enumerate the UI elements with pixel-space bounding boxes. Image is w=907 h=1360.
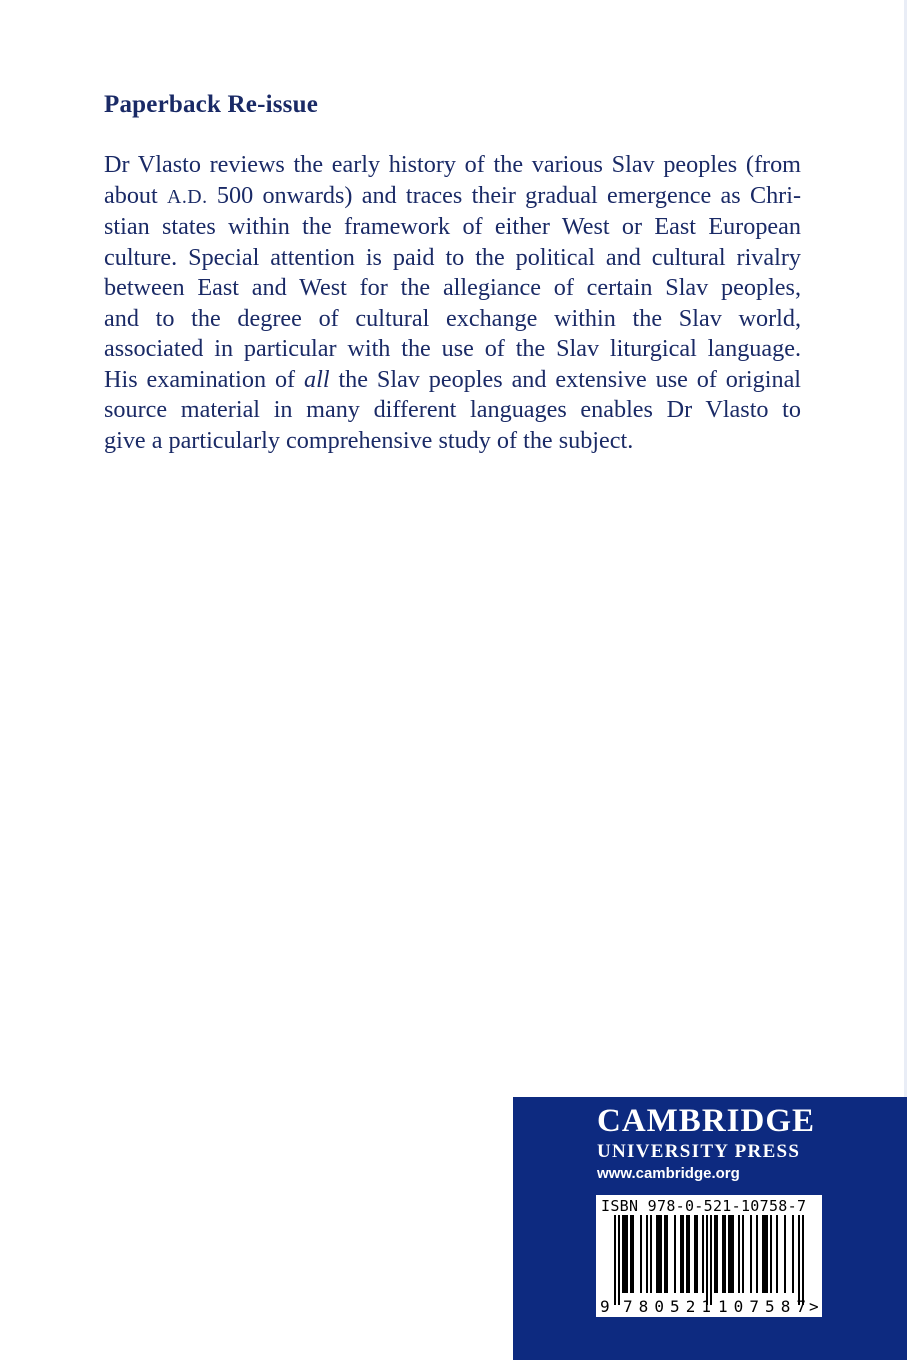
barcode-bar xyxy=(784,1215,786,1293)
barcode-bar xyxy=(724,1215,726,1293)
description-fragment: the Slav peoples and extensive use of original xyxy=(338,365,802,393)
barcode-bar xyxy=(738,1215,740,1293)
barcode-bar xyxy=(762,1215,764,1293)
isbn-label: ISBN 978-0-521-10758-7 xyxy=(601,1197,807,1215)
description-fragment: His examination of xyxy=(104,365,296,393)
description-line xyxy=(104,181,801,213)
barcode-bar xyxy=(766,1215,768,1293)
barcode-bar xyxy=(650,1215,652,1293)
barcode-bar xyxy=(680,1215,682,1293)
barcode-left-digits: 780521 xyxy=(623,1297,711,1316)
description-line: give a particularly comprehensive study of the subject. xyxy=(104,426,634,454)
description-line: between East and West for the allegiance of certain Slav peoples, xyxy=(104,274,801,301)
barcode-bar xyxy=(802,1215,804,1305)
barcode-bar xyxy=(798,1215,800,1305)
barcode-bar xyxy=(682,1215,684,1293)
barcode-bar xyxy=(632,1215,634,1293)
page-heading: Paperback Re-issue xyxy=(104,91,319,118)
barcode-bar xyxy=(706,1215,708,1305)
publisher-name: CAMBRIDGE xyxy=(597,1103,816,1139)
barcode-bar xyxy=(622,1215,624,1293)
barcode-right-digits: 107587 xyxy=(718,1297,806,1316)
barcode-bar xyxy=(640,1215,642,1293)
description-line: source material in many different languages enables Dr Vlasto to xyxy=(104,396,801,423)
publisher-panel xyxy=(513,1097,907,1360)
barcode-bar xyxy=(646,1215,648,1293)
barcode-bar xyxy=(714,1215,716,1293)
publisher-url[interactable]: www.cambridge.org xyxy=(597,1165,740,1182)
description-word: about xyxy=(104,181,158,209)
barcode-lead-digit: 9 xyxy=(600,1297,610,1316)
description-year: 500 xyxy=(216,181,254,209)
description-line: Dr Vlasto reviews the early history of the various Slav peoples (from xyxy=(104,151,801,178)
barcode-bar xyxy=(658,1215,660,1293)
publisher-subtitle: UNIVERSITY PRESS xyxy=(597,1141,801,1162)
barcode-bar xyxy=(742,1215,744,1293)
book-description xyxy=(104,150,801,456)
description-line: and to the degree of cultural exchange within the Slav world, xyxy=(104,304,801,332)
barcode-bar xyxy=(730,1215,732,1293)
description-line: associated in particular with the use of the Slav liturgical language. xyxy=(104,335,801,362)
barcode-bar xyxy=(770,1215,772,1293)
barcode-bar xyxy=(756,1215,758,1293)
description-line: stian states within the framework of either West or East European xyxy=(104,213,801,240)
barcode-bar xyxy=(656,1215,658,1293)
barcode-bar xyxy=(792,1215,794,1293)
barcode-bar xyxy=(626,1215,628,1293)
barcode-bar xyxy=(764,1215,766,1293)
barcode-bar xyxy=(732,1215,734,1293)
barcode-bar xyxy=(776,1215,778,1293)
barcode-bar xyxy=(716,1215,718,1293)
era-abbreviation: A.D. xyxy=(167,185,208,208)
barcode-quiet-mark: > xyxy=(809,1297,819,1316)
barcode-bar xyxy=(750,1215,752,1293)
barcode-bar xyxy=(630,1215,632,1293)
barcode-bars xyxy=(596,1195,822,1317)
barcode-bar xyxy=(728,1215,730,1293)
barcode-bar xyxy=(660,1215,662,1293)
emphasis-word: all xyxy=(304,365,330,393)
barcode-bar xyxy=(710,1215,712,1305)
description-fragment: onwards) and traces their gradual emergence as Chri- xyxy=(262,181,802,209)
barcode-bar xyxy=(618,1215,620,1305)
barcode-bar xyxy=(614,1215,616,1305)
barcode-bar xyxy=(722,1215,724,1293)
barcode-bar xyxy=(624,1215,626,1293)
barcode-bar xyxy=(694,1215,696,1293)
barcode-bar xyxy=(666,1215,668,1293)
isbn-barcode xyxy=(596,1195,822,1317)
barcode-bar xyxy=(674,1215,676,1293)
barcode-bar xyxy=(686,1215,688,1293)
barcode-bar xyxy=(664,1215,666,1293)
barcode-bar xyxy=(696,1215,698,1293)
barcode-bar xyxy=(702,1215,704,1293)
description-line xyxy=(104,365,801,396)
barcode-bar xyxy=(688,1215,690,1293)
description-line: culture. Special attention is paid to the political and cultural rivalry xyxy=(104,243,801,271)
